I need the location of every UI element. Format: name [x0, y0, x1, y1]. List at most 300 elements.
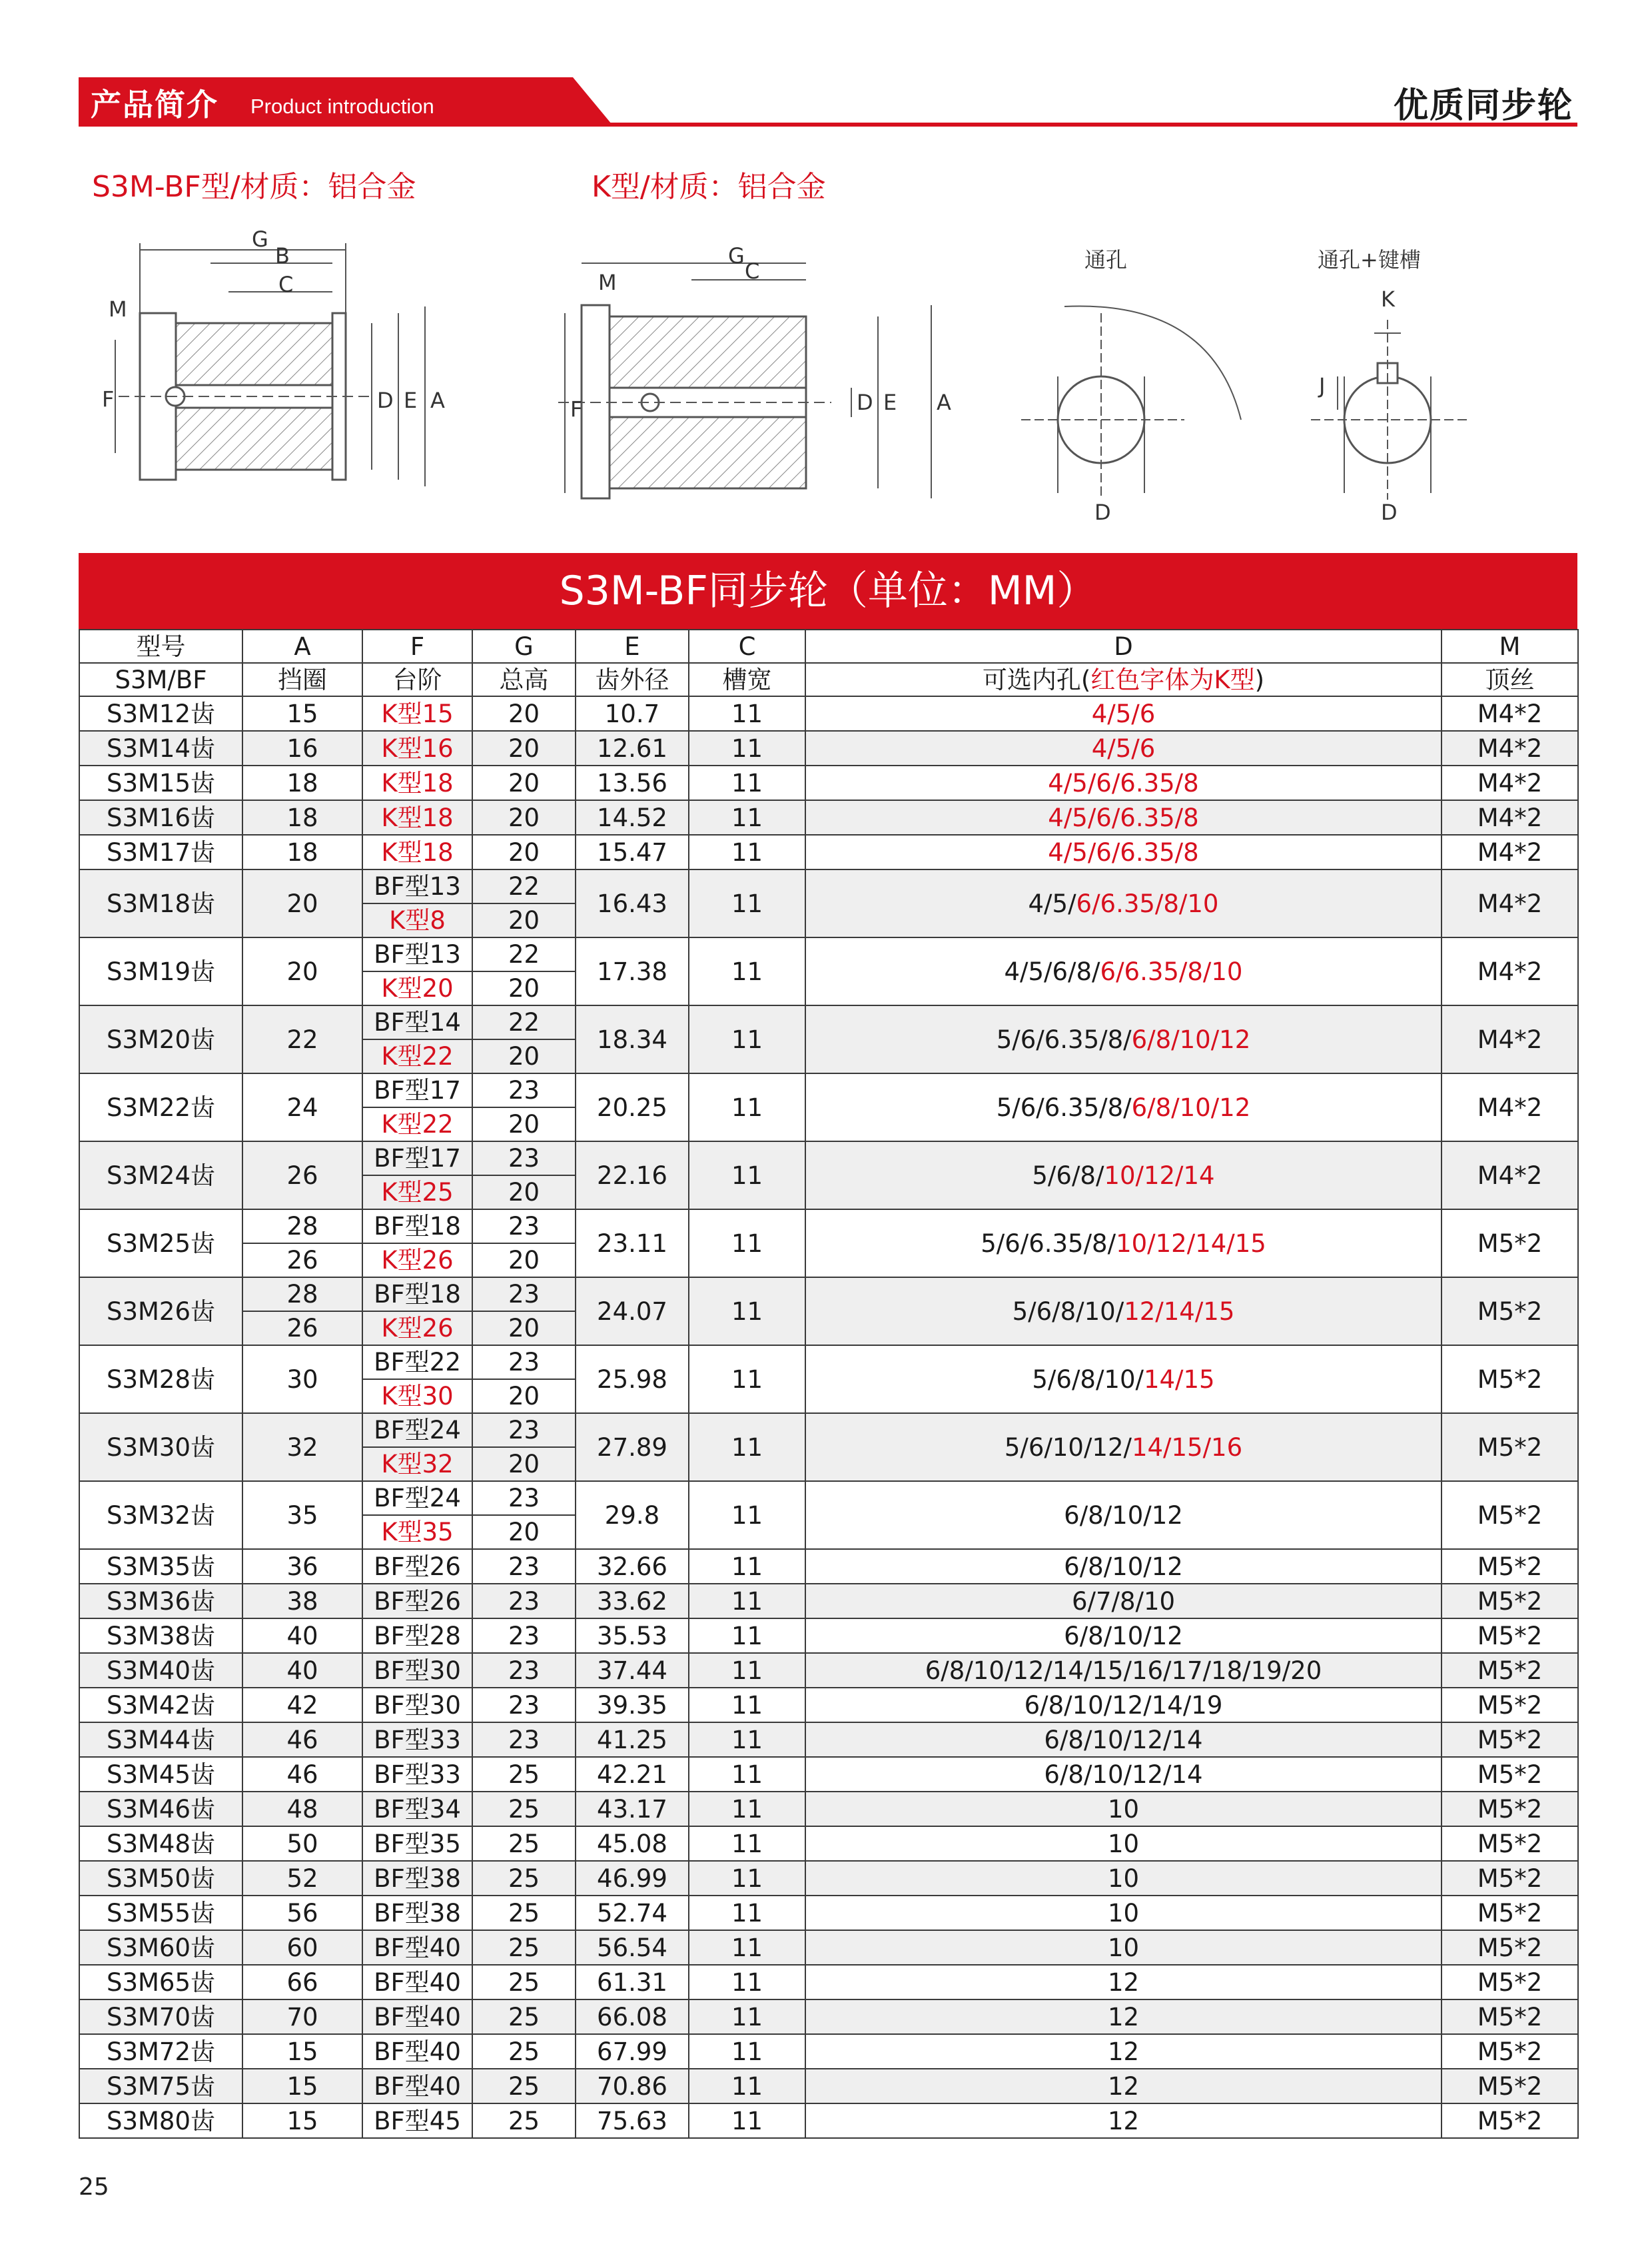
table-cell: 27.89 [576, 1413, 689, 1481]
table-cell: BF型30 [362, 1688, 472, 1722]
table-row [79, 2034, 1578, 2069]
table-cell: K型25 [362, 1175, 472, 1209]
table-cell: M5*2 [1442, 2034, 1578, 2069]
section-title-cn: 产品简介 [91, 87, 218, 123]
table-cell: 6/7/8/10 [805, 1584, 1442, 1618]
table-cell: 75.63 [576, 2103, 689, 2138]
table-cell: K型20 [362, 971, 472, 1005]
table-cell: 11 [689, 1965, 805, 1999]
keyway-label: 通孔+键槽 [1318, 247, 1421, 273]
table-cell: 26 [242, 1243, 362, 1277]
table-cell: 25.98 [576, 1345, 689, 1413]
section-tag [79, 77, 612, 124]
table-row [79, 1722, 1578, 1757]
col-subheader [805, 663, 1442, 696]
table-cell: 70 [242, 1999, 362, 2034]
table-cell: 20 [472, 1515, 576, 1549]
header-rule [79, 123, 1577, 127]
table-cell: BF型38 [362, 1861, 472, 1896]
col-header: G [472, 630, 576, 663]
table-cell: 23 [472, 1549, 576, 1584]
table-cell: 12 [805, 2069, 1442, 2103]
table-cell: BF型22 [362, 1345, 472, 1379]
table-cell: M4*2 [1442, 800, 1578, 835]
table-cell: 15.47 [576, 835, 689, 869]
table-cell: 11 [689, 937, 805, 1005]
table-cell: 20 [472, 903, 576, 937]
table-cell: 22 [472, 1005, 576, 1039]
table-cell: 12 [805, 1999, 1442, 2034]
table-cell: S3M26齿 [79, 1277, 242, 1345]
d-black: 5/6/8/10/ [1012, 1297, 1124, 1326]
table-cell: BF型14 [362, 1005, 472, 1039]
table-cell: K型18 [362, 800, 472, 835]
table-cell: M4*2 [1442, 696, 1578, 731]
table-cell: K型26 [362, 1243, 472, 1277]
table-cell: 25 [472, 1757, 576, 1792]
page-number: 25 [79, 2173, 109, 2201]
table-cell: 11 [689, 1653, 805, 1688]
d-red: 4/5/6 [1091, 699, 1156, 728]
table-cell: 10 [805, 1861, 1442, 1896]
table-cell: M5*2 [1442, 1722, 1578, 1757]
table-cell: BF型17 [362, 1141, 472, 1175]
table-cell: 6/8/10/12 [805, 1549, 1442, 1584]
table-cell: 20 [242, 869, 362, 937]
table-cell: 25 [472, 1792, 576, 1826]
table-cell: M5*2 [1442, 1209, 1578, 1277]
table-row [79, 1345, 1578, 1379]
table-cell: 16.43 [576, 869, 689, 937]
table-cell: S3M75齿 [79, 2069, 242, 2103]
table-cell: 40 [242, 1653, 362, 1688]
d-red: 4/5/6/6.35/8 [1048, 838, 1199, 867]
table-cell: 11 [689, 1481, 805, 1549]
table-cell: 11 [689, 800, 805, 835]
table-cell [805, 937, 1442, 1005]
header-row-bottom [79, 663, 1578, 696]
table-cell: M5*2 [1442, 2103, 1578, 2138]
table-cell [805, 1141, 1442, 1209]
table-cell: S3M38齿 [79, 1618, 242, 1653]
table-cell: 11 [689, 1896, 805, 1930]
table-cell: BF型18 [362, 1209, 472, 1243]
table-cell: S3M32齿 [79, 1481, 242, 1549]
table-cell: 45.08 [576, 1826, 689, 1861]
table-cell: 11 [689, 1861, 805, 1896]
table-cell [805, 766, 1442, 800]
table-cell: S3M28齿 [79, 1345, 242, 1413]
d-header-red: 红色字体为K型 [1090, 665, 1255, 694]
table-row [79, 1005, 1578, 1039]
k-pulley-drawing [558, 263, 931, 498]
table-cell [805, 1413, 1442, 1481]
table-cell: S3M36齿 [79, 1584, 242, 1618]
table-cell: M5*2 [1442, 1999, 1578, 2034]
table-cell: 10 [805, 1826, 1442, 1861]
table-row [79, 1792, 1578, 1826]
table-row [79, 835, 1578, 869]
spec-table [79, 629, 1579, 2139]
table-cell: 20 [472, 1379, 576, 1413]
d-black: 5/6/8/ [1032, 1161, 1104, 1190]
table-cell: S3M18齿 [79, 869, 242, 937]
table-cell: S3M35齿 [79, 1549, 242, 1584]
hole-d-label: D [1094, 500, 1111, 525]
bf-pulley-drawing [115, 243, 425, 486]
table-cell: 20 [472, 1107, 576, 1141]
table-cell: 41.25 [576, 1722, 689, 1757]
dim-label-m: M [109, 296, 127, 322]
col-subheader: 挡圈 [242, 663, 362, 696]
k-dim-label-e: E [883, 390, 897, 415]
dim-label-b: B [275, 243, 290, 269]
table-cell: 25 [472, 1930, 576, 1965]
table-cell: 39.35 [576, 1688, 689, 1722]
table-cell: 66.08 [576, 1999, 689, 2034]
table-cell: 11 [689, 696, 805, 731]
table-cell: 23 [472, 1277, 576, 1311]
table-cell: 18 [242, 766, 362, 800]
table-cell: 6/8/10/12 [805, 1618, 1442, 1653]
table-cell: 23 [472, 1653, 576, 1688]
table-cell: K型18 [362, 766, 472, 800]
d-header-part: 可选内孔( [982, 665, 1091, 694]
table-cell: BF型26 [362, 1584, 472, 1618]
table-cell: 23 [472, 1688, 576, 1722]
table-cell: M4*2 [1442, 1005, 1578, 1073]
table-cell [805, 1277, 1442, 1345]
table-row [79, 2069, 1578, 2103]
table-cell: K型35 [362, 1515, 472, 1549]
table-cell: 13.56 [576, 766, 689, 800]
table-cell: 6/8/10/12/14 [805, 1757, 1442, 1792]
table-cell: M5*2 [1442, 1618, 1578, 1653]
table-cell: S3M44齿 [79, 1722, 242, 1757]
table-row [79, 1861, 1578, 1896]
k-dim-label-c: C [745, 259, 760, 284]
table-cell: K型22 [362, 1107, 472, 1141]
d-red: 4/5/6 [1091, 734, 1156, 763]
table-cell: 12 [805, 2103, 1442, 2138]
table-cell: 12.61 [576, 731, 689, 766]
table-cell: 23.11 [576, 1209, 689, 1277]
table-cell: 70.86 [576, 2069, 689, 2103]
d-red: 6/8/10/12 [1131, 1093, 1251, 1122]
table-cell: BF型13 [362, 937, 472, 971]
table-cell: 20 [472, 971, 576, 1005]
table-cell: 24 [242, 1073, 362, 1141]
table-cell: 15 [242, 2069, 362, 2103]
table-cell: M5*2 [1442, 1413, 1578, 1481]
d-red: 10/12/14 [1104, 1161, 1215, 1190]
table-cell: 35.53 [576, 1618, 689, 1653]
table-cell: BF型26 [362, 1549, 472, 1584]
table-cell: 52.74 [576, 1896, 689, 1930]
col-header: F [362, 630, 472, 663]
table-row [79, 2103, 1578, 2138]
table-cell: S3M25齿 [79, 1209, 242, 1277]
table-cell: 20.25 [576, 1073, 689, 1141]
col-header: C [689, 630, 805, 663]
table-row [79, 1688, 1578, 1722]
table-cell: 15 [242, 696, 362, 731]
d-red: 14/15/16 [1131, 1432, 1243, 1462]
table-cell: 20 [472, 1447, 576, 1481]
table-cell: K型16 [362, 731, 472, 766]
table-cell: 11 [689, 766, 805, 800]
table-cell: 20 [472, 731, 576, 766]
table-cell: 20 [472, 766, 576, 800]
col-subheader: S3M/BF [79, 663, 242, 696]
table-cell: S3M20齿 [79, 1005, 242, 1073]
d-black: 5/6/6.35/8/ [996, 1025, 1132, 1054]
table-cell: S3M60齿 [79, 1930, 242, 1965]
table-cell: S3M70齿 [79, 1999, 242, 2034]
table-cell: S3M14齿 [79, 731, 242, 766]
table-cell: 11 [689, 2069, 805, 2103]
table-cell: 10.7 [576, 696, 689, 731]
dim-label-c: C [278, 272, 294, 297]
table-cell: BF型17 [362, 1073, 472, 1107]
table-cell: BF型40 [362, 2034, 472, 2069]
table-cell: K型18 [362, 835, 472, 869]
table-cell: 25 [472, 2034, 576, 2069]
table-row [79, 1965, 1578, 1999]
table-cell [805, 1345, 1442, 1413]
keyway-j-label: J [1319, 373, 1326, 398]
table-cell: 6/8/10/12/14/19 [805, 1688, 1442, 1722]
table-cell: 28 [242, 1209, 362, 1243]
k-dim-label-a: A [937, 390, 951, 415]
table-cell: S3M22齿 [79, 1073, 242, 1141]
table-cell: BF型40 [362, 1999, 472, 2034]
table-cell: 11 [689, 1688, 805, 1722]
table-cell: 22.16 [576, 1141, 689, 1209]
keyway-k-label: K [1381, 286, 1395, 312]
table-cell: S3M30齿 [79, 1413, 242, 1481]
table-row [79, 1549, 1578, 1584]
table-row [79, 1757, 1578, 1792]
table-cell: S3M12齿 [79, 696, 242, 731]
table-cell: 11 [689, 1930, 805, 1965]
table-cell: M5*2 [1442, 1277, 1578, 1345]
table-cell: 6/8/10/12/14 [805, 1722, 1442, 1757]
table-cell: BF型40 [362, 1965, 472, 1999]
table-cell: BF型18 [362, 1277, 472, 1311]
table-cell: S3M72齿 [79, 2034, 242, 2069]
table-cell: 67.99 [576, 2034, 689, 2069]
table-cell: 12 [805, 2034, 1442, 2069]
table-cell: 11 [689, 2034, 805, 2069]
dim-label-e: E [404, 388, 418, 413]
table-cell: S3M16齿 [79, 800, 242, 835]
d-black: 4/5/ [1028, 889, 1076, 918]
table-cell: 23 [472, 1345, 576, 1379]
table-cell: 61.31 [576, 1965, 689, 1999]
table-cell: 10 [805, 1792, 1442, 1826]
table-cell: S3M17齿 [79, 835, 242, 869]
table-cell: K型32 [362, 1447, 472, 1481]
d-red: 10/12/14/15 [1116, 1229, 1266, 1258]
dim-label-f: F [102, 386, 115, 412]
table-row [79, 1413, 1578, 1447]
table-cell: 50 [242, 1826, 362, 1861]
table-cell [805, 869, 1442, 937]
page-title: 优质同步轮 [1393, 86, 1573, 126]
d-red: 6/8/10/12 [1131, 1025, 1251, 1054]
table-cell: 18.34 [576, 1005, 689, 1073]
table-cell: S3M40齿 [79, 1653, 242, 1688]
table-cell: 48 [242, 1792, 362, 1826]
d-red: 12/14/15 [1124, 1297, 1235, 1326]
table-cell: 11 [689, 1005, 805, 1073]
table-row [79, 1209, 1578, 1243]
table-cell: 11 [689, 1209, 805, 1277]
table-cell: BF型30 [362, 1653, 472, 1688]
table-cell: M5*2 [1442, 1757, 1578, 1792]
col-header: M [1442, 630, 1578, 663]
table-cell: BF型34 [362, 1792, 472, 1826]
table-cell: 33.62 [576, 1584, 689, 1618]
d-red: 4/5/6/6.35/8 [1048, 768, 1199, 798]
table-cell: 46 [242, 1722, 362, 1757]
table-cell: 23 [472, 1209, 576, 1243]
dim-label-a: A [430, 388, 445, 413]
table-cell: 23 [472, 1481, 576, 1515]
table-cell: 11 [689, 1618, 805, 1653]
table-cell: 25 [472, 1826, 576, 1861]
table-cell: M5*2 [1442, 1549, 1578, 1584]
col-header: D [805, 630, 1442, 663]
table-cell: 25 [472, 1896, 576, 1930]
table-row [79, 1584, 1578, 1618]
table-cell: 28 [242, 1277, 362, 1311]
table-cell: 23 [472, 1584, 576, 1618]
table-cell: 56 [242, 1896, 362, 1930]
table-cell: 20 [242, 937, 362, 1005]
table-cell: K型30 [362, 1379, 472, 1413]
col-subheader: 槽宽 [689, 663, 805, 696]
table-cell: 46.99 [576, 1861, 689, 1896]
table-cell [805, 696, 1442, 731]
table-cell: K型15 [362, 696, 472, 731]
table-cell: S3M48齿 [79, 1826, 242, 1861]
d-black: 5/6/8/10/ [1032, 1365, 1144, 1394]
col-subheader: 总高 [472, 663, 576, 696]
d-black: 5/6/6.35/8/ [981, 1229, 1116, 1258]
col-subheader: 台阶 [362, 663, 472, 696]
table-cell: 15 [242, 2103, 362, 2138]
table-cell: BF型38 [362, 1896, 472, 1930]
table-cell: BF型40 [362, 2069, 472, 2103]
table-cell: M4*2 [1442, 835, 1578, 869]
table-cell: 22 [472, 869, 576, 903]
table-cell: 37.44 [576, 1653, 689, 1688]
table-cell: 22 [242, 1005, 362, 1073]
table-cell: S3M45齿 [79, 1757, 242, 1792]
table-cell: 18 [242, 800, 362, 835]
k-dim-label-f: F [570, 396, 583, 422]
table-cell: 35 [242, 1481, 362, 1549]
table-cell: 20 [472, 1175, 576, 1209]
k-dim-label-d: D [857, 390, 873, 415]
table-row [79, 869, 1578, 903]
table-cell: S3M15齿 [79, 766, 242, 800]
table-cell: 17.38 [576, 937, 689, 1005]
table-cell: 43.17 [576, 1792, 689, 1826]
table-cell: 23 [472, 1413, 576, 1447]
table-cell: S3M50齿 [79, 1861, 242, 1896]
table-cell: 66 [242, 1965, 362, 1999]
d-black: 5/6/6.35/8/ [996, 1093, 1132, 1122]
table-cell: M5*2 [1442, 1792, 1578, 1826]
bf-material-caption: S3M-BF型/材质：铝合金 [92, 170, 416, 204]
table-row [79, 937, 1578, 971]
table-cell: M5*2 [1442, 1481, 1578, 1549]
d-red: 14/15 [1143, 1365, 1215, 1394]
through-hole-drawing [1021, 306, 1241, 500]
table-cell: K型22 [362, 1039, 472, 1073]
table-cell: 18 [242, 835, 362, 869]
table-cell: M5*2 [1442, 1345, 1578, 1413]
table-cell: 29.8 [576, 1481, 689, 1549]
table-row [79, 1930, 1578, 1965]
d-red: 6/6.35/8/10 [1100, 957, 1243, 986]
table-cell: M4*2 [1442, 766, 1578, 800]
table-cell: 60 [242, 1930, 362, 1965]
table-row [79, 696, 1578, 731]
table-cell: S3M42齿 [79, 1688, 242, 1722]
table-cell: M5*2 [1442, 1584, 1578, 1618]
table-row [79, 1073, 1578, 1107]
table-cell: BF型24 [362, 1481, 472, 1515]
table-cell: 20 [472, 1243, 576, 1277]
table-cell: S3M55齿 [79, 1896, 242, 1930]
table-cell: 20 [472, 835, 576, 869]
table-cell: 42.21 [576, 1757, 689, 1792]
k-dim-label-g: G [728, 243, 745, 269]
table-cell: 11 [689, 1826, 805, 1861]
table-cell: BF型13 [362, 869, 472, 903]
table-cell: S3M65齿 [79, 1965, 242, 1999]
table-cell: 26 [242, 1141, 362, 1209]
d-black: 5/6/10/12/ [1004, 1432, 1132, 1462]
table-cell: BF型24 [362, 1413, 472, 1447]
table-cell: M5*2 [1442, 2069, 1578, 2103]
table-cell: M5*2 [1442, 1930, 1578, 1965]
table-cell: 11 [689, 1757, 805, 1792]
table-cell: 56.54 [576, 1930, 689, 1965]
table-cell: S3M80齿 [79, 2103, 242, 2138]
table-cell: 11 [689, 1722, 805, 1757]
table-cell: 20 [472, 1311, 576, 1345]
through-hole-label: 通孔 [1084, 247, 1128, 273]
keyway-drawing [1311, 320, 1471, 500]
technical-drawings [79, 213, 1577, 546]
table-cell: 11 [689, 869, 805, 937]
table-cell: 11 [689, 2103, 805, 2138]
table-cell [805, 1005, 1442, 1073]
table-cell: 25 [472, 1965, 576, 1999]
table-cell [805, 731, 1442, 766]
table-cell: 11 [689, 1413, 805, 1481]
header-row-top [79, 630, 1578, 663]
table-cell: K型8 [362, 903, 472, 937]
table-cell: M5*2 [1442, 1896, 1578, 1930]
table-cell: 11 [689, 835, 805, 869]
d-red: 4/5/6/6.35/8 [1048, 803, 1199, 832]
